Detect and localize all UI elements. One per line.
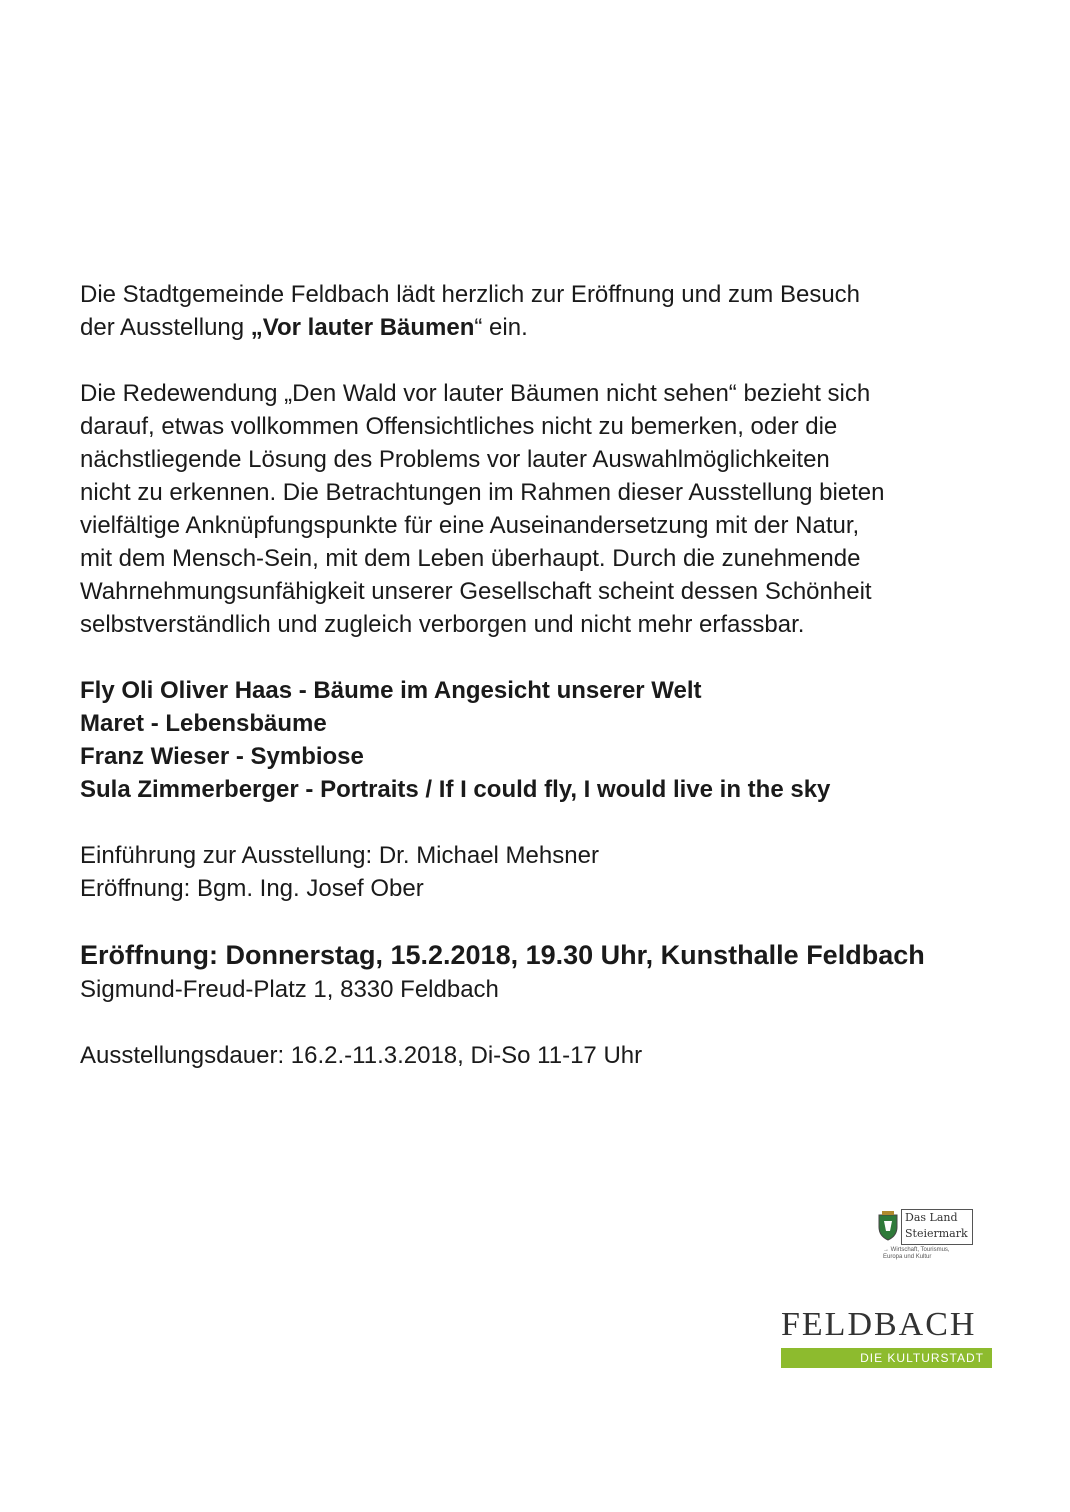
intro-suffix: “ ein. <box>474 314 528 341</box>
exhibition-title: „Vor lauter Bäumen <box>250 314 475 341</box>
steiermark-line-2: Steiermark <box>905 1227 968 1240</box>
steiermark-sub-2: Europa und Kultur <box>883 1254 932 1260</box>
steiermark-logo <box>873 1207 977 1283</box>
description-line: darauf, etwas vollkommen Offensichtliches nicht zu bemerken, oder die <box>80 413 838 440</box>
steiermark-crest-icon <box>877 1211 899 1241</box>
description-line: Die Redewendung „Den Wald vor lauter Bäumen nicht sehen“ bezieht sich <box>80 380 871 407</box>
artist-entry: Franz Wieser - Symbiose <box>80 743 364 770</box>
artist-entry: Maret - Lebensbäume <box>80 710 327 737</box>
intro-prefix: der Ausstellung <box>80 314 251 341</box>
invitation-text <box>80 278 1040 1072</box>
description-line: selbstverständlich und zugleich verborgen und nicht mehr erfassbar. <box>80 611 805 638</box>
exhibition-duration: Ausstellungsdauer: 16.2.-11.3.2018, Di-So 11-17 Uhr <box>80 1042 643 1069</box>
feldbach-tagline: DIE KULTURSTADT <box>781 1348 992 1368</box>
feldbach-logo <box>781 1307 992 1369</box>
description-line: mit dem Mensch-Sein, mit dem Leben überhaupt. Durch die zunehmende <box>80 545 861 572</box>
opening-headline: Eröffnung: Donnerstag, 15.2.2018, 19.30 Uhr, Kunsthalle Feldbach <box>80 940 925 970</box>
intro-line-2 <box>80 311 1040 344</box>
steiermark-wordmark <box>901 1209 973 1245</box>
intro-line-1: Die Stadtgemeinde Feldbach lädt herzlich zur Eröffnung und zum Besuch <box>80 281 861 308</box>
feldbach-wordmark: FELDBACH <box>781 1306 977 1343</box>
speaker-entry: Eröffnung: Bgm. Ing. Josef Ober <box>80 875 424 902</box>
steiermark-line-1: Das Land <box>905 1211 958 1224</box>
steiermark-sub-1: → Wirtschaft, Tourismus, <box>883 1247 950 1253</box>
description-line: nicht zu erkennen. Die Betrachtungen im Rahmen dieser Ausstellung bieten <box>80 479 885 506</box>
description-line: vielfältige Anknüpfungspunkte für eine Auseinandersetzung mit der Natur, <box>80 512 860 539</box>
opening-address: Sigmund-Freud-Platz 1, 8330 Feldbach <box>80 976 499 1003</box>
speaker-entry: Einführung zur Ausstellung: Dr. Michael Mehsner <box>80 842 599 869</box>
description-line: Wahrnehmungsunfähigkeit unserer Gesellschaft scheint dessen Schönheit <box>80 578 872 605</box>
steiermark-department <box>883 1247 977 1261</box>
artist-entry: Fly Oli Oliver Haas - Bäume im Angesicht unserer Welt <box>80 677 702 704</box>
description-line: nächstliegende Lösung des Problems vor lauter Auswahlmöglichkeiten <box>80 446 830 473</box>
artist-entry: Sula Zimmerberger - Portraits / If I could fly, I would live in the sky <box>80 776 831 803</box>
